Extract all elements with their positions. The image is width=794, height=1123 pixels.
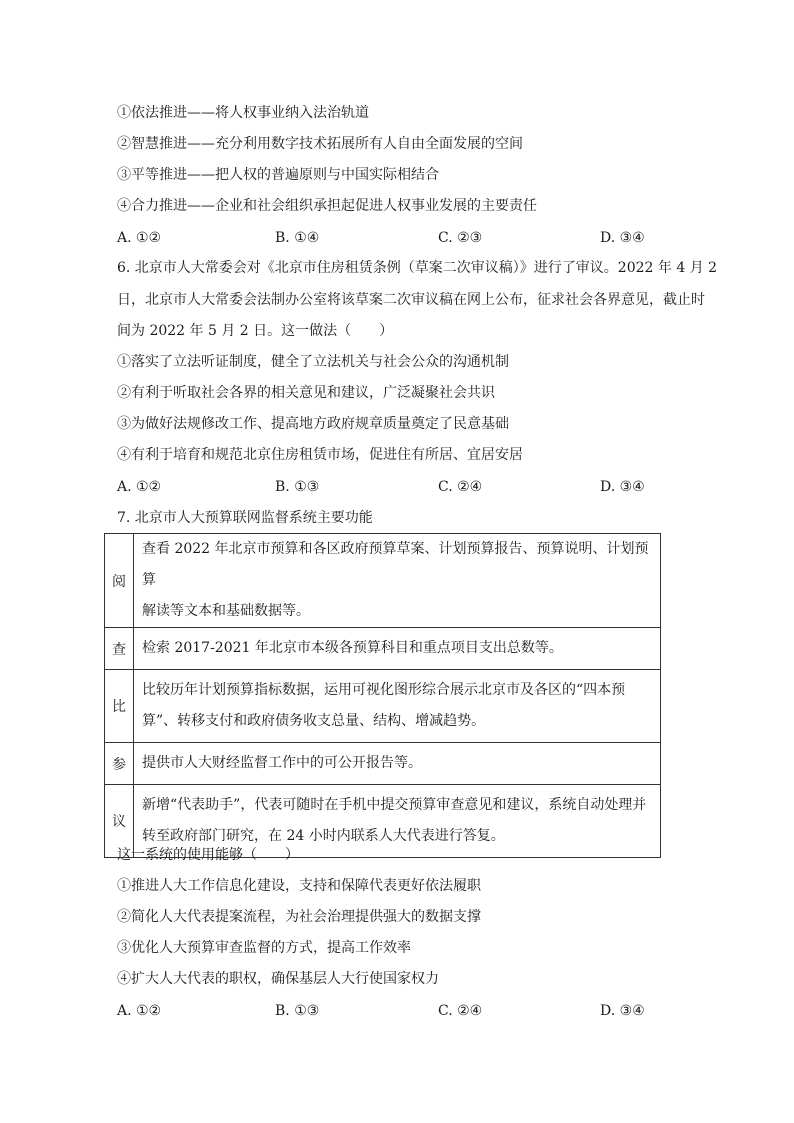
row-text-line: 查看 2022 年北京市预算和各区政府预算草案、计划预算报告、预算说明、计划预算 [142,541,649,588]
row-head-read: 阅 [105,534,134,628]
table-row [105,670,661,743]
q7-statement-3: ③优化人大预算审查监督的方式，提高工作效率 [117,940,411,956]
q5-option-a: A. ①② [117,230,162,246]
q7-statement-1: ①推进人大工作信息化建设，支持和保障代表更好依法履职 [117,878,481,894]
q6-options [117,477,677,497]
table-row [105,628,661,670]
q7-question: 这一系统的使用能够（ ） [117,847,299,863]
q7-option-d: D. ③④ [600,1003,645,1019]
q7-option-b: B. ①③ [275,1003,320,1019]
q7-statement-4: ④扩大人大代表的职权，确保基层人大行使国家权力 [117,971,439,987]
q6-stem-line-2: 日，北京市人大常委会法制办公室将该草案二次审议稿在网上公布，征求社会各界意见，截止时 [117,292,705,308]
q6-statement-1: ①落实了立法听证制度，健全了立法机关与社会公众的沟通机制 [117,354,509,370]
row-content-read [134,534,661,628]
q7-option-c: C. ②④ [438,1003,483,1019]
q5-option-b: B. ①④ [275,230,320,246]
row-head-check: 查 [105,628,134,670]
row-head-compare: 比 [105,670,134,743]
row-text-line: 新增“代表助手”，代表可随时在手机中提交预算审查意见和建议，系统自动处理并 [142,797,647,813]
q5-statement-2: ②智慧推进——充分利用数字技术拓展所有人自由全面发展的空间 [117,136,523,152]
table-row [105,743,661,785]
q7-stem: 7. 北京市人大预算联网监督系统主要功能 [117,510,373,526]
q5-option-c: C. ②③ [438,230,483,246]
row-head-participate: 参 [105,743,134,785]
q6-stem-line-1: 6. 北京市人大常委会对《北京市住房租赁条例（草案二次审议稿）》进行了审议。2022 年 4 月 2 [117,260,718,276]
q6-stem-line-3: 间为 2022 年 5 月 2 日。这一做法（ ） [117,323,394,339]
q6-statement-2: ②有利于听取社会各界的相关意见和建议，广泛凝聚社会共识 [117,385,495,401]
row-text-line: 算”、转移支付和政府债务收支总量、结构、增减趋势。 [142,713,486,729]
row-text-line: 解读等文本和基础数据等。 [142,603,310,619]
row-text-line: 转至政府部门研究，在 24 小时内联系人大代表进行答复。 [142,828,505,844]
q5-statement-4: ④合力推进——企业和社会组织承担起促进人权事业发展的主要责任 [117,198,537,214]
row-content-check [134,628,661,670]
row-content-compare [134,670,661,743]
q6-statement-3: ③为做好法规修改工作、提高地方政府规章质量奠定了民意基础 [117,416,509,432]
row-text-line: 提供市人大财经监督工作中的可公开报告等。 [142,755,422,771]
q6-option-a: A. ①② [117,479,162,495]
q6-option-d: D. ③④ [600,479,645,495]
q5-options [117,228,677,248]
q5-statement-3: ③平等推进——把人权的普遍原则与中国实际相结合 [117,167,439,183]
row-content-participate [134,743,661,785]
q7-options [117,1001,677,1021]
budget-system-table [104,533,661,858]
q5-option-d: D. ③④ [600,230,645,246]
table-row [105,534,661,628]
row-text-line: 检索 2017-2021 年北京市本级各预算科目和重点项目支出总数等。 [142,640,563,656]
row-text-line: 比较历年计划预算指标数据，运用可视化图形综合展示北京市及各区的“四本预 [142,682,626,698]
q6-option-c: C. ②④ [438,479,483,495]
q6-option-b: B. ①③ [275,479,320,495]
q7-statement-2: ②简化人大代表提案流程，为社会治理提供强大的数据支撑 [117,909,481,925]
q7-option-a: A. ①② [117,1003,162,1019]
q5-statement-1: ①依法推进——将人权事业纳入法治轨道 [117,105,369,121]
q6-statement-4: ④有利于培育和规范北京住房租赁市场，促进住有所居、宜居安居 [117,447,523,463]
row-head-discuss: 议 [105,785,134,858]
